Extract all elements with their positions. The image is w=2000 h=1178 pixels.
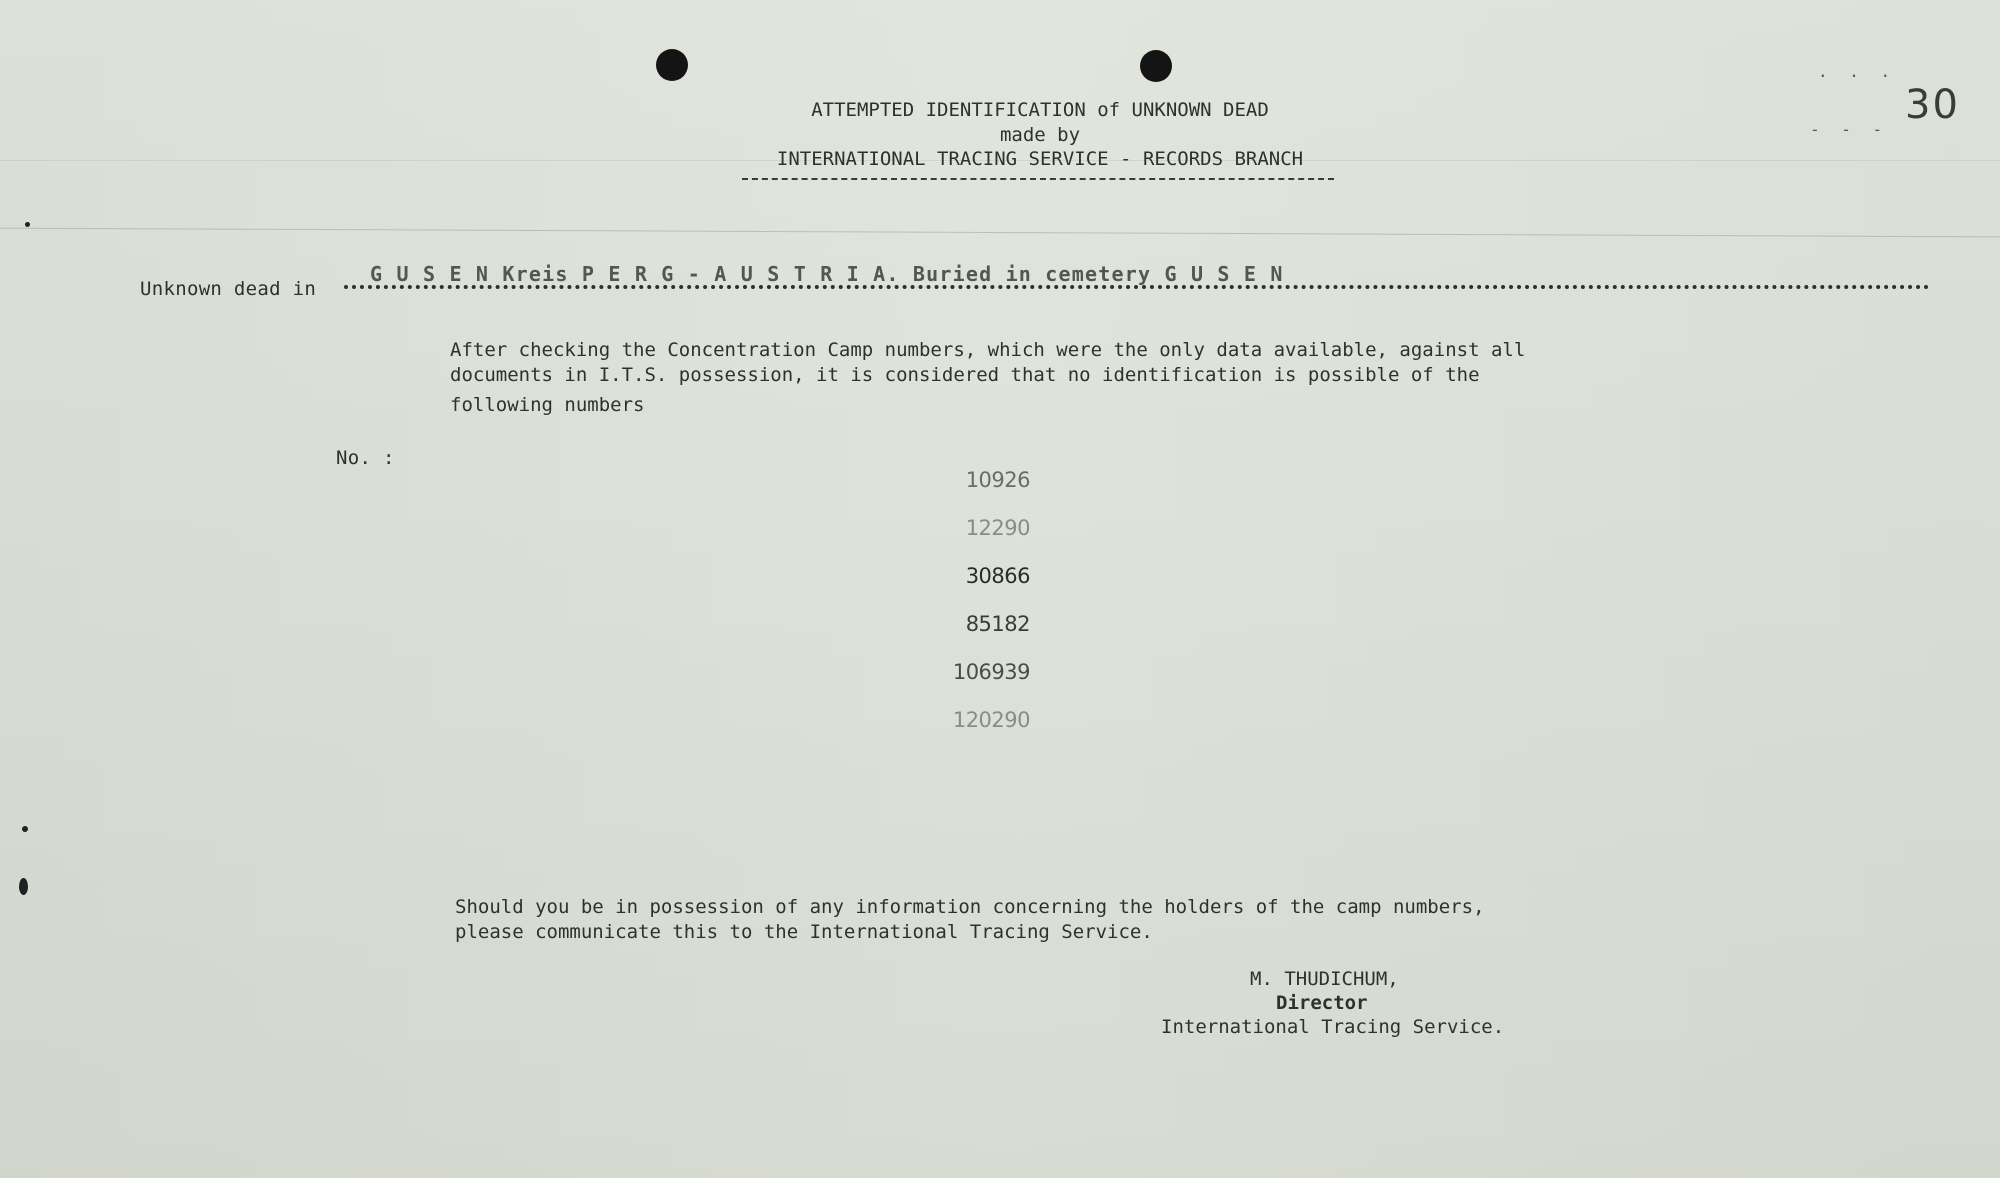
numbers-label: No. : [336, 447, 395, 469]
intro-line-1: After checking the Concentration Camp numbers, which were the only data available, against all [450, 339, 1526, 361]
camp-number: 12290 [965, 516, 1030, 540]
punch-hole-left [656, 49, 688, 81]
header-made-by: made by [999, 124, 1081, 146]
edge-mark [22, 826, 28, 832]
camp-number: 85182 [965, 612, 1030, 636]
ruled-line [0, 228, 2000, 238]
signature-name: M. THUDICHUM, [1250, 968, 1399, 990]
camp-number-list [900, 468, 1100, 756]
camp-number: 106939 [952, 660, 1030, 684]
closing-line-2: please communicate this to the International Tracing Service. [455, 921, 1153, 943]
punch-hole-right [1140, 50, 1172, 82]
header-underline [742, 178, 1334, 180]
corner-dots: . . . [1818, 62, 1897, 81]
header-organization: INTERNATIONAL TRACING SERVICE - RECORDS BRANCH [776, 148, 1304, 170]
signature-organization: International Tracing Service. [1161, 1016, 1505, 1038]
camp-number: 120290 [952, 708, 1030, 732]
intro-line-2: documents in I.T.S. possession, it is considered that no identification is possible of the [450, 364, 1480, 386]
camp-number: 10926 [965, 468, 1030, 492]
corner-dashes: - - - [1810, 120, 1889, 139]
edge-mark [25, 222, 30, 227]
unknown-dead-label: Unknown dead in [140, 278, 317, 300]
camp-number: 30866 [965, 564, 1030, 588]
closing-line-1: Should you be in possession of any information concerning the holders of the camp numbers, [455, 896, 1485, 918]
intro-line-3: following numbers [450, 394, 645, 416]
location-text: G U S E N Kreis P E R G - A U S T R I A. Buried in cemetery G U S E N [370, 262, 1284, 286]
header-title: ATTEMPTED IDENTIFICATION of UNKNOWN DEAD [811, 99, 1269, 121]
edge-mark [19, 878, 28, 895]
page-number: 30 [1905, 82, 1960, 128]
signature-title: Director [1276, 992, 1368, 1014]
